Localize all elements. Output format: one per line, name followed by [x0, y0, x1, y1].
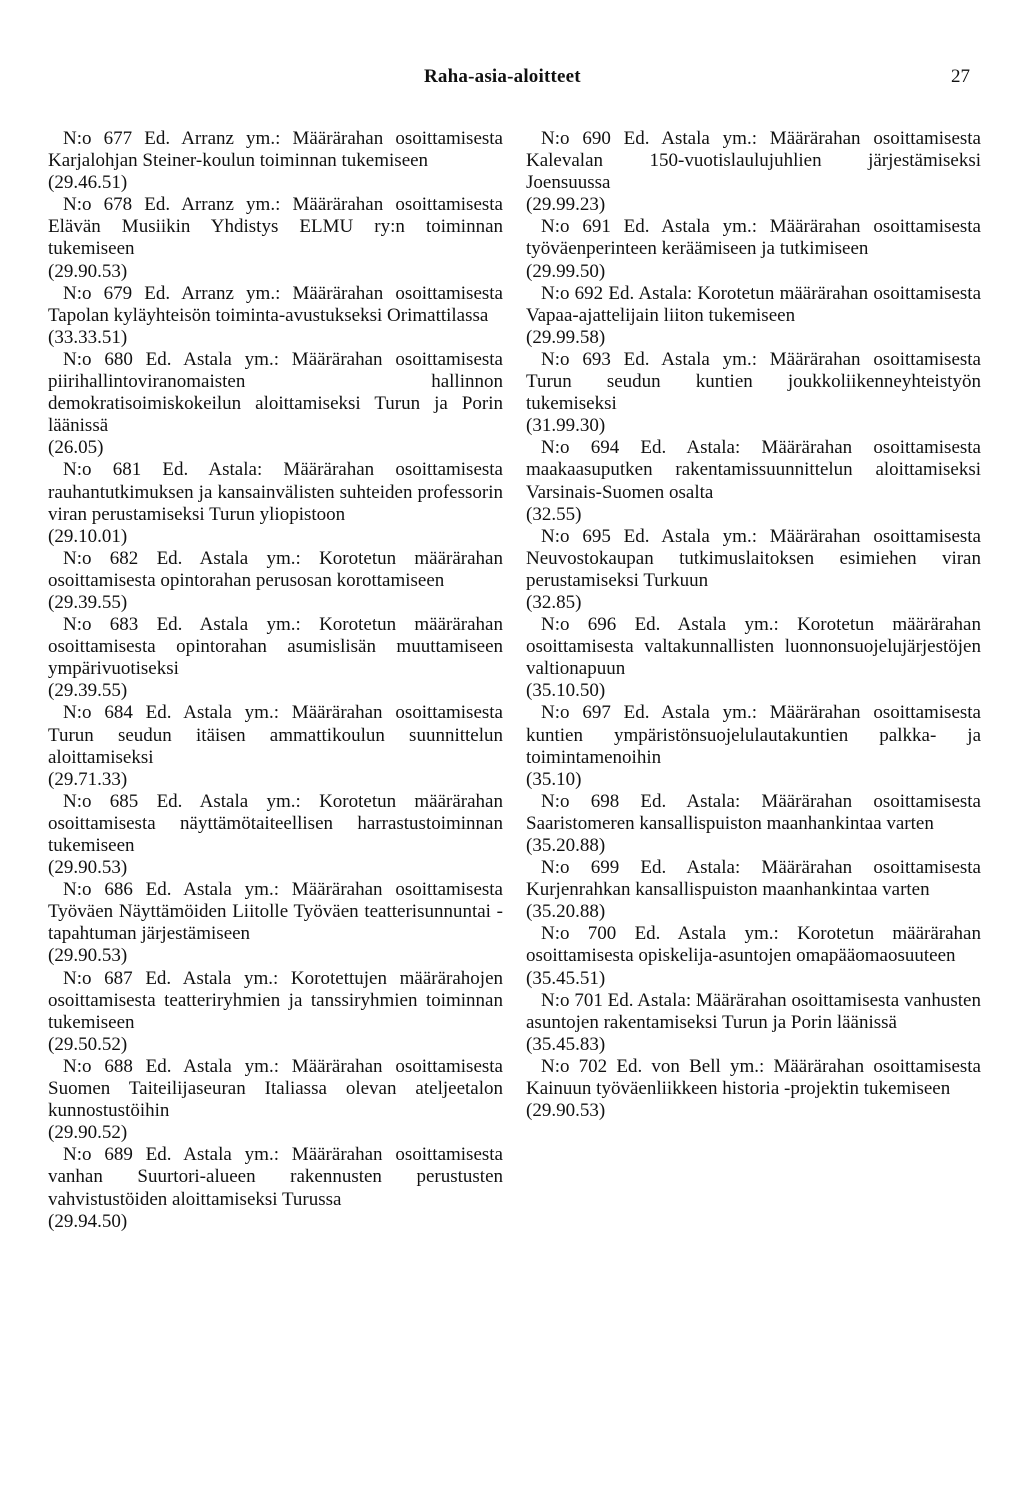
motion-description: N:o 698 Ed. Astala: Määrärahan osoittamisesta Saaristomeren kansallispuiston maanhankintaa varten — [526, 790, 981, 834]
motion-entry — [48, 349, 503, 459]
budget-item-code: (35.45.83) — [526, 1033, 606, 1055]
budget-item-code: (29.90.53) — [526, 1100, 606, 1122]
motion-entry — [526, 526, 981, 614]
motion-entry — [48, 614, 503, 702]
motion-entry — [48, 879, 503, 967]
budget-item-code: (29.39.55) — [48, 680, 128, 702]
budget-item-code: (32.85) — [526, 591, 582, 613]
budget-item-code: (31.99.30) — [526, 415, 606, 437]
budget-item-code: (32.55) — [526, 503, 582, 525]
motion-description: N:o 689 Ed. Astala ym.: Määrärahan osoittamisesta vanhan Suurtori-alueen rakennusten perustusten vahvistustöiden aloittamiseksi Turussa — [48, 1144, 503, 1210]
motion-entry — [48, 1056, 503, 1144]
budget-item-code: (29.90.52) — [48, 1122, 128, 1144]
motion-entry — [526, 702, 981, 790]
motion-entry — [48, 702, 503, 790]
budget-item-code: (29.94.50) — [48, 1210, 128, 1232]
motion-description: N:o 693 Ed. Astala ym.: Määrärahan osoittamisesta Turun seudun kuntien joukkoliikenneyhteistyön tukemiseksi — [526, 348, 981, 415]
motion-entry — [526, 1056, 981, 1122]
motion-description: N:o 680 Ed. Astala ym.: Määrärahan osoittamisesta piirihallintoviranomaisten hallinnon demokratisoimiskokeilun aloittamiseksi Turun ja Porin läänissä — [48, 348, 503, 437]
motion-description: N:o 684 Ed. Astala ym.: Määrärahan osoittamisesta Turun seudun itäisen ammattikoulun suunnittelun aloittamiseksi — [48, 702, 503, 768]
budget-item-code: (35.45.51) — [526, 967, 606, 989]
motion-entry — [526, 283, 981, 349]
motion-description: N:o 686 Ed. Astala ym.: Määrärahan osoittamisesta Työväen Näyttämöiden Liitolle Työväen teatterisunnuntai -tapahtuman järjestämiseen — [48, 879, 503, 945]
page-number: 27 — [951, 66, 970, 87]
motion-entry — [526, 791, 981, 857]
budget-item-code: (35.10.50) — [526, 680, 606, 702]
motion-entry — [48, 968, 503, 1056]
budget-item-code: (35.20.88) — [526, 901, 606, 923]
right-column — [526, 128, 981, 1122]
motion-description: N:o 683 Ed. Astala ym.: Korotetun määrärahan osoittamisesta opintorahan asumislisän muuttamiseen ympärivuotiseksi — [48, 614, 503, 680]
motion-entry — [526, 857, 981, 923]
motion-description: N:o 681 Ed. Astala: Määrärahan osoittamisesta rauhantutkimuksen ja kansainvälisten suhteiden professorin viran perustamiseksi Turun yliopistoon — [48, 459, 503, 525]
budget-item-code: (29.10.01) — [48, 525, 128, 547]
page-header — [0, 62, 1024, 96]
budget-item-code: (29.50.52) — [48, 1033, 128, 1055]
budget-item-code: (29.90.53) — [48, 945, 128, 967]
motion-description: N:o 677 Ed. Arranz ym.: Määrärahan osoittamisesta Karjalohjan Steiner-koulun toiminnan tukemiseen — [48, 128, 503, 172]
motion-entry — [48, 1144, 503, 1232]
motion-entry — [526, 349, 981, 437]
motion-description: N:o 685 Ed. Astala ym.: Korotetun määrärahan osoittamisesta näyttämötaiteellisen harrastustoiminnan tukemiseen — [48, 790, 503, 856]
budget-item-code: (29.99.23) — [526, 194, 606, 216]
motion-description: N:o 701 Ed. Astala: Määrärahan osoittamisesta vanhusten asuntojen rakentamiseksi Turun ja Porin läänissä — [526, 989, 981, 1033]
motion-description: N:o 691 Ed. Astala ym.: Määrärahan osoittamisesta työväenperinteen keräämiseen ja tutkimiseen — [526, 216, 981, 260]
budget-item-code: (33.33.51) — [48, 326, 128, 348]
budget-item-code: (35.20.88) — [526, 835, 606, 856]
motion-description: N:o 694 Ed. Astala: Määrärahan osoittamisesta maakaasuputken rakentamissuunnittelun aloittamiseksi Varsinais-Suomen osalta — [526, 437, 981, 503]
left-column — [48, 128, 503, 1233]
budget-item-code: (26.05) — [48, 437, 104, 459]
motion-entry — [526, 437, 981, 525]
motion-description: N:o 688 Ed. Astala ym.: Määrärahan osoittamisesta Suomen Taiteilijaseuran Italiassa olevan ateljeetalon kunnostustöihin — [48, 1055, 503, 1122]
motion-entry — [48, 283, 503, 349]
motion-description: N:o 678 Ed. Arranz ym.: Määrärahan osoittamisesta Elävän Musiikin Yhdistys ELMU ry:n toiminnan tukemiseen — [48, 194, 503, 260]
budget-item-code: (29.90.53) — [48, 857, 128, 879]
motion-entry — [526, 216, 981, 282]
budget-item-code: (29.46.51) — [48, 172, 128, 194]
motion-entry — [48, 128, 503, 194]
motion-description: N:o 697 Ed. Astala ym.: Määrärahan osoittamisesta kuntien ympäristönsuojelulautakuntien palkka- ja toimintamenoihin — [526, 702, 981, 768]
motion-description: N:o 690 Ed. Astala ym.: Määrärahan osoittamisesta Kalevalan 150-vuotislaulujuhlien järjestämiseksi Joensuussa — [526, 128, 981, 194]
motion-description: N:o 679 Ed. Arranz ym.: Määrärahan osoittamisesta Tapolan kyläyhteisön toiminta-avustukseksi Orimattilassa — [48, 282, 503, 326]
running-title: Raha-asia-aloitteet — [424, 66, 581, 87]
budget-item-code: (29.39.55) — [48, 591, 128, 613]
motion-description: N:o 699 Ed. Astala: Määrärahan osoittamisesta Kurjenrahkan kansallispuiston maanhankintaa varten — [526, 857, 981, 901]
motion-entry — [48, 194, 503, 282]
motion-entry — [48, 548, 503, 614]
budget-item-code: (29.99.50) — [526, 260, 606, 282]
motion-description: N:o 696 Ed. Astala ym.: Korotetun määrärahan osoittamisesta valtakunnallisten luonnonsuojelujärjestöjen valtionapuun — [526, 614, 981, 680]
budget-item-code: (29.90.53) — [48, 260, 128, 282]
motion-entry — [48, 791, 503, 879]
motion-description: N:o 700 Ed. Astala ym.: Korotetun määrärahan osoittamisesta opiskelija-asuntojen omapääomaosuuteen — [526, 923, 981, 967]
motion-description: N:o 682 Ed. Astala ym.: Korotetun määrärahan osoittamisesta opintorahan perusosan korottamiseen — [48, 547, 503, 591]
motion-description: N:o 695 Ed. Astala ym.: Määrärahan osoittamisesta Neuvostokaupan tutkimuslaitoksen esimiehen viran perustamiseksi Turkuun — [526, 525, 981, 591]
budget-item-code: (29.71.33) — [48, 768, 128, 790]
budget-item-code: (35.10) — [526, 768, 582, 790]
motion-description: N:o 692 Ed. Astala: Korotetun määrärahan osoittamisesta Vapaa-ajattelijain liiton tukemiseen — [526, 282, 981, 326]
motion-entry — [48, 459, 503, 547]
motion-entry — [526, 614, 981, 702]
motion-entry — [526, 128, 981, 216]
motion-description: N:o 702 Ed. von Bell ym.: Määrärahan osoittamisesta Kainuun työväenliikkeen historia -projektin tukemiseen — [526, 1055, 981, 1100]
motion-description: N:o 687 Ed. Astala ym.: Korotettujen määrärahojen osoittamisesta teatteriryhmien ja tanssiryhmien toiminnan tukemiseen — [48, 967, 503, 1033]
motion-entry — [526, 923, 981, 989]
motion-entry — [526, 990, 981, 1056]
budget-item-code: (29.99.58) — [526, 326, 606, 348]
